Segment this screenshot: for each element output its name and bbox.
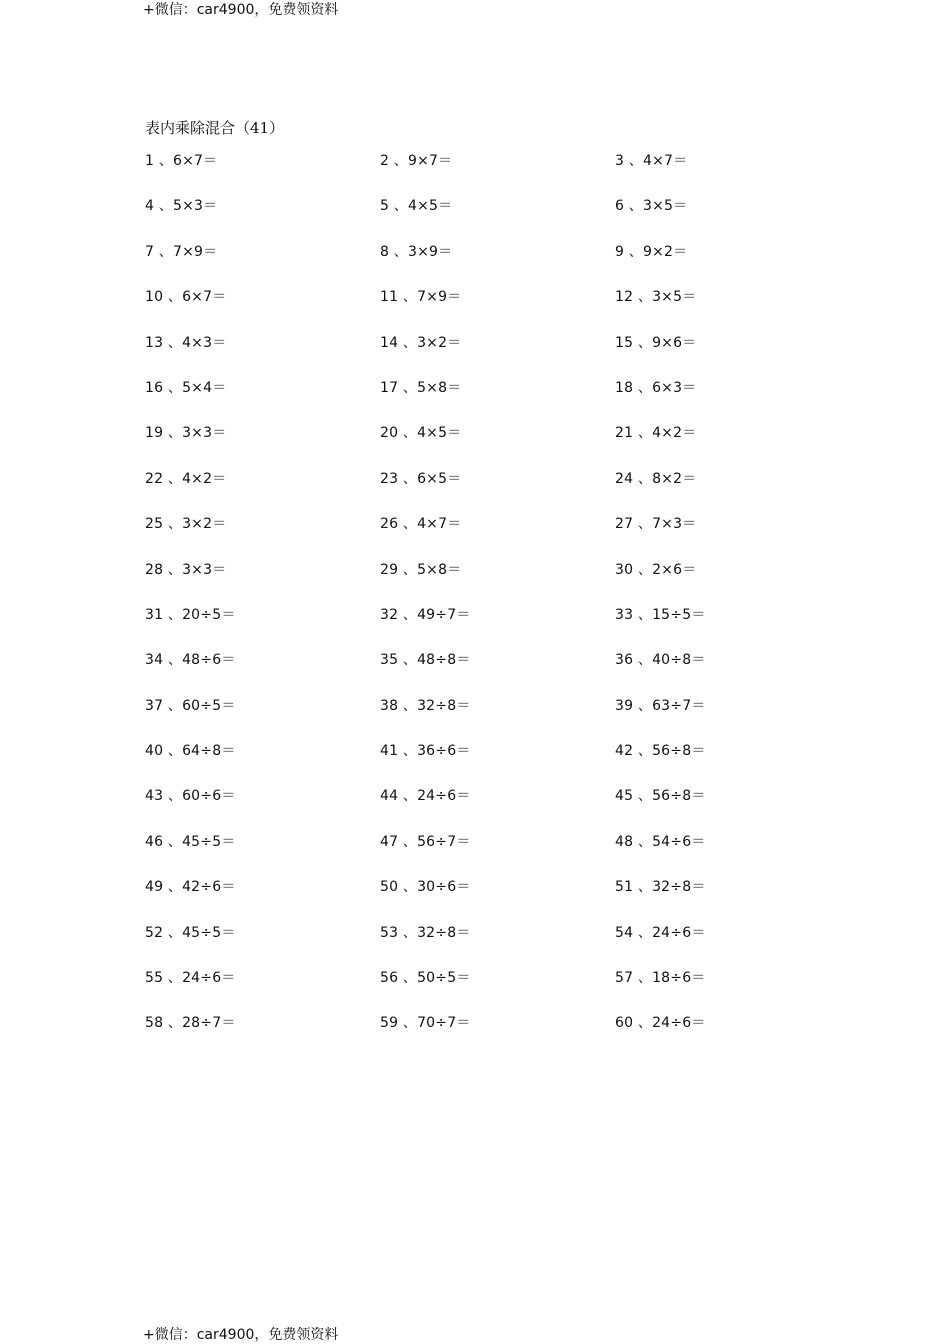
problem-item: 54 、24÷6＝ [615, 924, 706, 941]
problem-item: 34 、48÷6＝ [145, 652, 236, 669]
problem-item: 38 、32÷8＝ [380, 697, 471, 714]
problem-item: 7 、7×9＝ [145, 243, 218, 260]
problem-item: 40 、64÷8＝ [145, 743, 236, 760]
problem-item: 37 、60÷5＝ [145, 697, 236, 714]
problem-item: 57 、18÷6＝ [615, 970, 706, 987]
problem-grid [145, 151, 845, 1059]
problem-item: 45 、56÷8＝ [615, 788, 706, 805]
problem-item: 30 、2×6＝ [615, 561, 697, 578]
problem-item: 16 、5×4＝ [145, 379, 227, 396]
problem-item: 22 、4×2＝ [145, 470, 227, 487]
problem-item: 19 、3×3＝ [145, 425, 227, 442]
problem-item: 35 、48÷8＝ [380, 652, 471, 669]
problem-item: 27 、7×3＝ [615, 516, 697, 533]
problem-item: 13 、4×3＝ [145, 334, 227, 351]
problem-item: 31 、20÷5＝ [145, 606, 236, 623]
problem-item: 20 、4×5＝ [380, 425, 462, 442]
problem-item: 51 、32÷8＝ [615, 879, 706, 896]
problem-item: 59 、70÷7＝ [380, 1015, 471, 1032]
problem-item: 26 、4×7＝ [380, 516, 462, 533]
problem-item: 3 、4×7＝ [615, 153, 688, 169]
problem-item: 6 、3×5＝ [615, 198, 688, 215]
problem-item: 28 、3×3＝ [145, 561, 227, 578]
problem-item: 4 、5×3＝ [145, 198, 218, 215]
problem-item: 25 、3×2＝ [145, 516, 227, 533]
problem-item: 36 、40÷8＝ [615, 652, 706, 669]
problem-item: 1 、6×7＝ [145, 153, 218, 169]
problem-item: 14 、3×2＝ [380, 334, 462, 351]
problem-item: 58 、28÷7＝ [145, 1015, 236, 1032]
problem-item: 41 、36÷6＝ [380, 743, 471, 760]
problem-item: 50 、30÷6＝ [380, 879, 471, 896]
problem-item: 21 、4×2＝ [615, 425, 697, 442]
problem-item: 44 、24÷6＝ [380, 788, 471, 805]
problem-item: 5 、4×5＝ [380, 198, 453, 215]
problem-item: 55 、24÷6＝ [145, 970, 236, 987]
problem-item: 15 、9×6＝ [615, 334, 697, 351]
problem-item: 17 、5×8＝ [380, 379, 462, 396]
problem-item: 24 、8×2＝ [615, 470, 697, 487]
problem-item: 33 、15÷5＝ [615, 606, 706, 623]
worksheet-title: 表内乘除混合（41） [145, 119, 285, 137]
problem-item: 32 、49÷7＝ [380, 606, 471, 623]
problem-item: 39 、63÷7＝ [615, 697, 706, 714]
header-watermark: +微信：car4900，免费领资料 [143, 2, 339, 18]
problem-item: 49 、42÷6＝ [145, 879, 236, 896]
problem-item: 47 、56÷7＝ [380, 833, 471, 850]
problem-item: 60 、24÷6＝ [615, 1015, 706, 1032]
problem-item: 42 、56÷8＝ [615, 743, 706, 760]
problem-item: 12 、3×5＝ [615, 289, 697, 306]
problem-item: 56 、50÷5＝ [380, 970, 471, 987]
problem-item: 52 、45÷5＝ [145, 924, 236, 941]
problem-item: 48 、54÷6＝ [615, 833, 706, 850]
problem-item: 8 、3×9＝ [380, 243, 453, 260]
problem-item: 43 、60÷6＝ [145, 788, 236, 805]
problem-item: 11 、7×9＝ [380, 289, 462, 306]
problem-item: 46 、45÷5＝ [145, 833, 236, 850]
footer-watermark: +微信：car4900，免费领资料 [143, 1327, 339, 1343]
problem-item: 2 、9×7＝ [380, 153, 453, 169]
problem-item: 18 、6×3＝ [615, 379, 697, 396]
problem-item: 9 、9×2＝ [615, 243, 688, 260]
problem-item: 10 、6×7＝ [145, 289, 227, 306]
problem-item: 23 、6×5＝ [380, 470, 462, 487]
problem-item: 29 、5×8＝ [380, 561, 462, 578]
problem-item: 53 、32÷8＝ [380, 924, 471, 941]
